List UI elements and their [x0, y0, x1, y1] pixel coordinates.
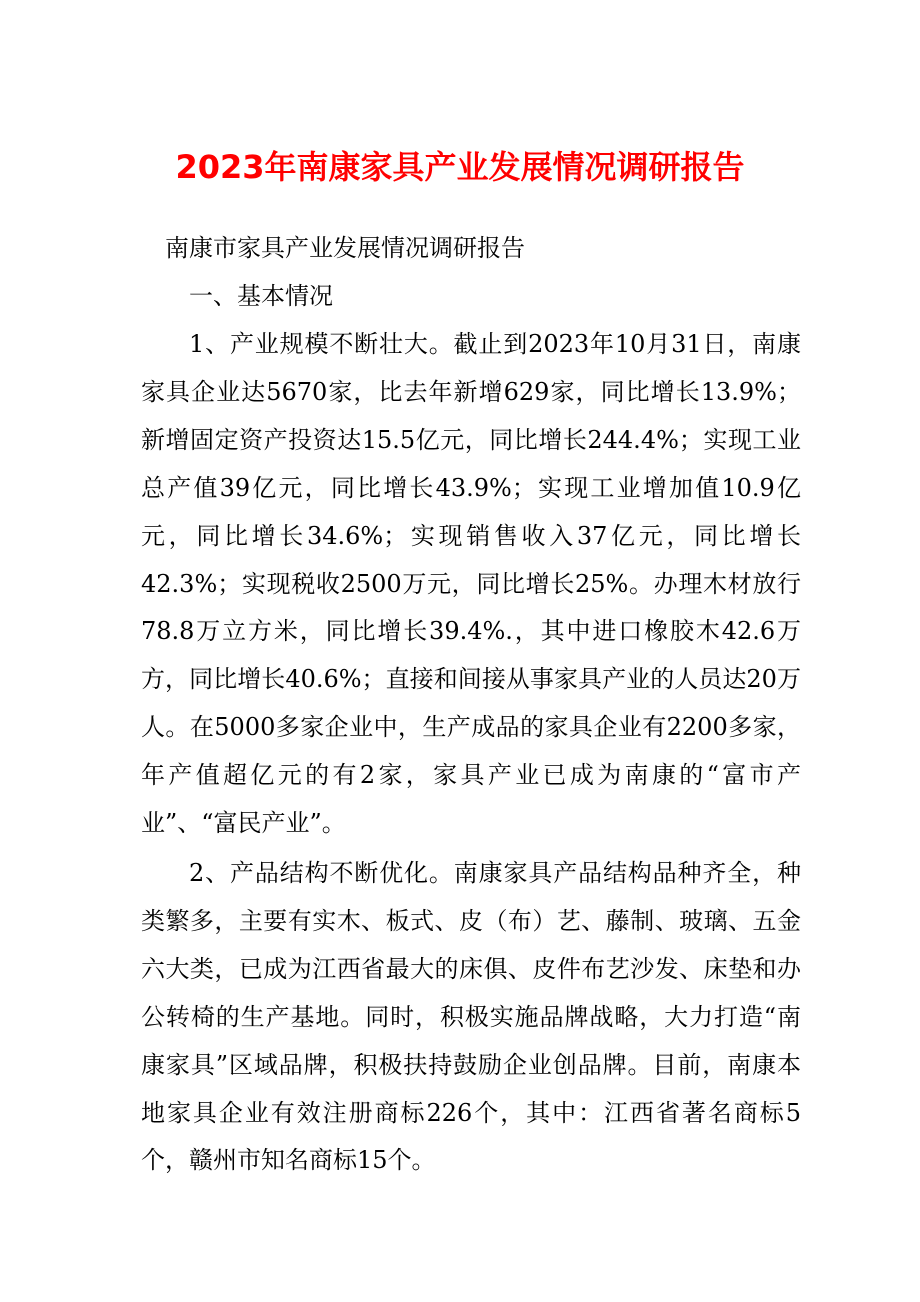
- document-title: 2023年南康家具产业发展情况调研报告: [175, 148, 745, 186]
- section-heading: 一、基本情况: [189, 282, 333, 310]
- paragraph-product-structure: 2、产品结构不断优化。南康家具产品结构品种齐全，种类繁多，主要有实木、板式、皮（布）艺、藤制、玻璃、五金六大类，已成为江西省最大的床俱、皮件布艺沙发、床垫和办公转椅的生产基地。同时，积极实施品牌战略，大力打造“南康家具”区域品牌，积极扶持鼓励企业创品牌。目前，南康本地家具企业有效注册商标226个，其中：江西省著名商标5个，赣州市知名商标15个。: [141, 859, 801, 1175]
- document-subtitle: 南康市家具产业发展情况调研报告: [165, 234, 525, 262]
- paragraph-industry-scale: 1、产业规模不断壮大。截止到2023年10月31日，南康家具企业达5670家，比去年新增629家，同比增长13.9%；新增固定资产投资达15.5亿元，同比增长244.4%；实现工业总产值39亿元，同比增长43.9%；实现工业增加值10.9亿元，同比增长34.6%；实现销售收入37亿元，同比增长42.3%；实现税收2500万元，同比增长25%。办理木材放行78.8万立方米，同比增长39.4%.，其中进口橡胶木42.6万方，同比增长40.6%；直接和间接从事家具产业的人员达20万人。在5000多家企业中，生产成品的家具企业有2200多家，年产值超亿元的有2家，家具产业已成为南康的“富市产业”、“富民产业”。: [141, 330, 801, 838]
